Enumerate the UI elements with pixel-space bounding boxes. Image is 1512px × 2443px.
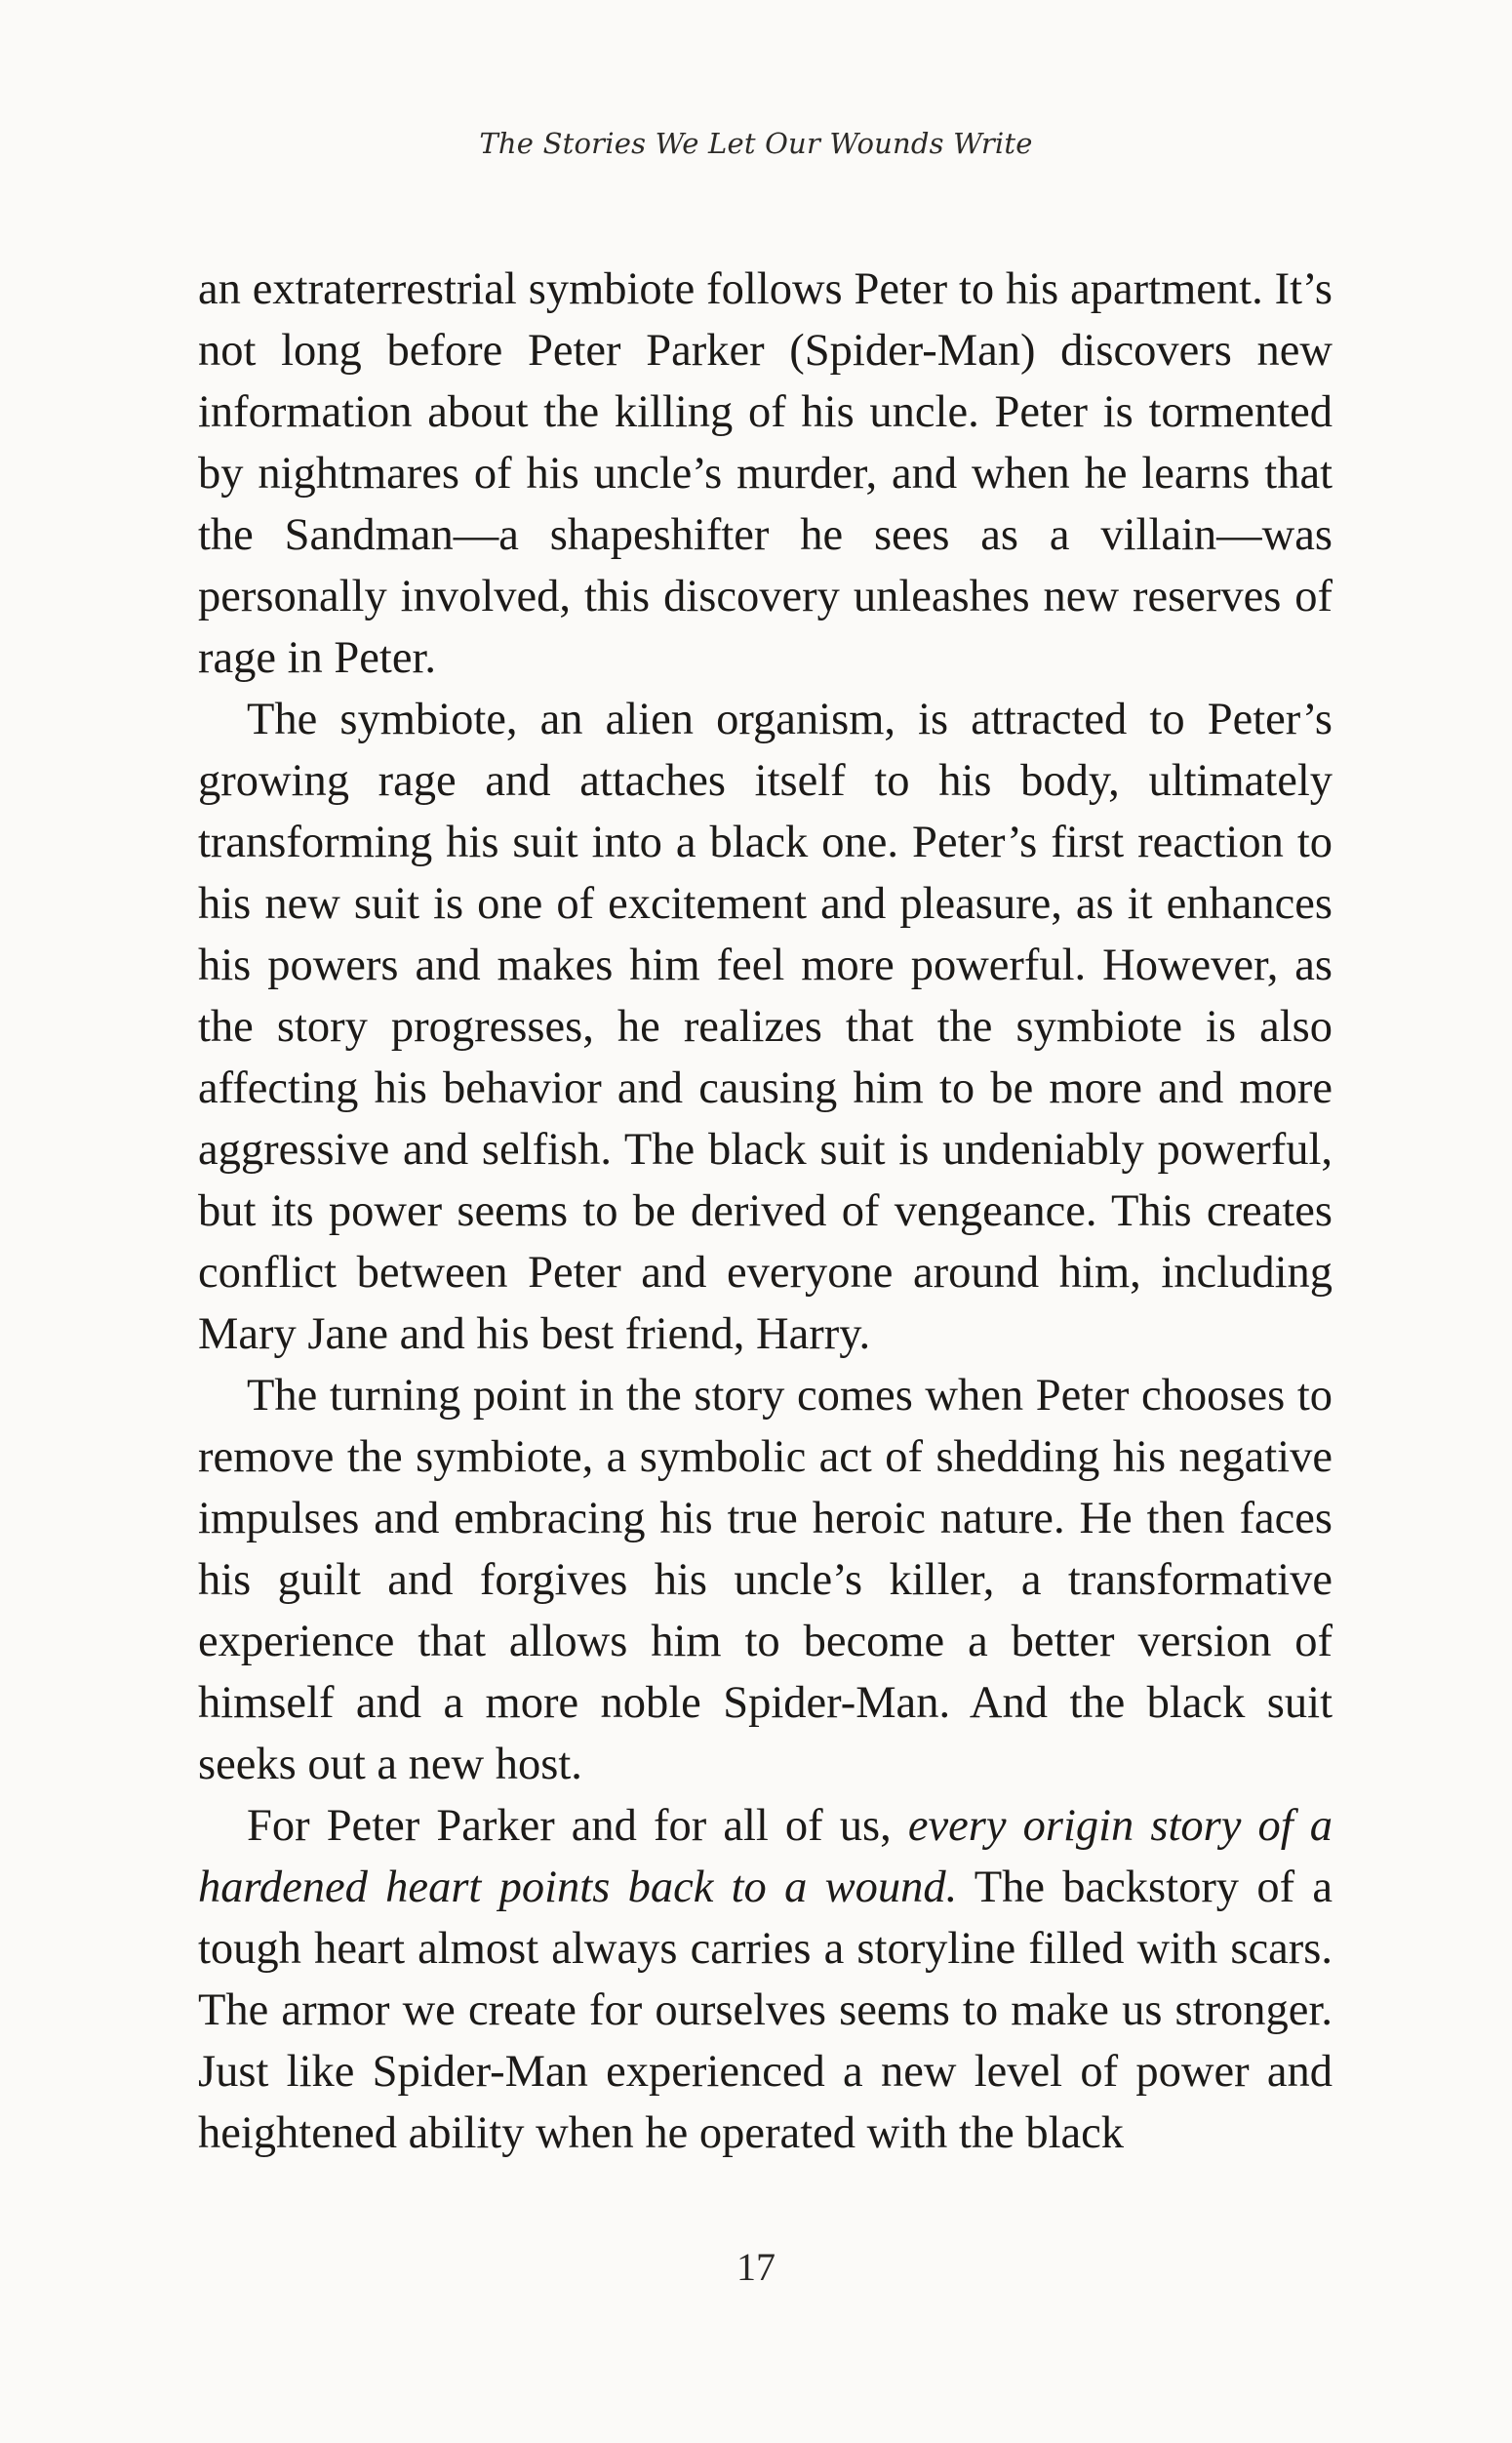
paragraph-4-rest: The backstory of a tough heart almost always carries a storyline filled with scars. The armor we create for ourselves seems to make us stronger. Just like Spider-Man experienced a new level of power and heightened ability when he operated with the black [198,1862,1333,2158]
running-head: The Stories We Let Our Wounds Write [479,127,1033,160]
paragraph-4-lead: For Peter Parker and for all of us, [247,1801,908,1851]
paragraph-4-emphasis: every origin story of a hardened heart points back to a wound. [198,1801,1333,1912]
paragraph-1: an extraterrestrial symbiote follows Peter to his apartment. It’s not long before Peter Parker (Spider-Man) discovers new information about the killing of his uncle. Peter is tormented by nightmares of his uncle’s murder, and when he learns that the Sandman—a shapeshifter he sees as a villain—was personally involved, this discovery unleashes new reserves of rage in Peter. [198,264,1333,683]
page-number: 17 [736,2245,776,2289]
paragraph-3: The turning point in the story comes when Peter chooses to remove the symbiote, a symbolic act of shedding his negative impulses and embracing his true heroic nature. He then faces his guilt and forgives his uncle’s killer, a transformative experience that allows him to become a better version of himself and a more noble Spider-Man. And the black suit seeks out a new host. [198,1371,1333,1789]
body-text [198,259,1333,2164]
paragraph-2: The symbiote, an alien organism, is attracted to Peter’s growing rage and attaches itself to his body, ultimately transforming his suit into a black one. Peter’s first reaction to his new suit is one of excitement and pleasure, as it enhances his powers and makes him feel more powerful. However, as the story progresses, he realizes that the symbiote is also affecting his behavior and causing him to be more and more aggressive and selfish. The black suit is undeniably powerful, but its power seems to be derived of vengeance. This creates conflict between Peter and everyone around him, including Mary Jane and his best friend, Harry. [198,695,1333,1359]
paragraph-4 [198,1795,1333,2164]
